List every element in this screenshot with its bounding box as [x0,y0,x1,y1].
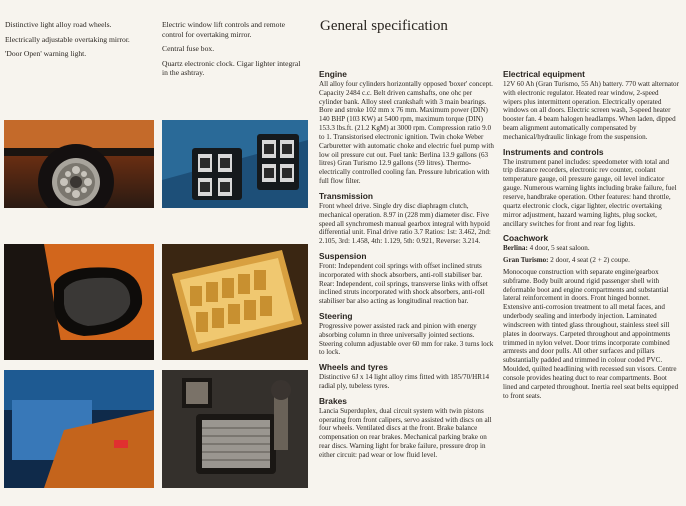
spec-brakes [319,397,495,460]
transmission-heading: Transmission [319,190,373,201]
suspension-heading: Suspension [319,251,367,262]
caption-mirror: Electrically adjustable overtaking mirror. [5,34,130,44]
transmission-text: Front wheel drive. Single dry disc diaphragm clutch, mechanical operation. 8.97 in (228 mm) diameter disc. Five speed all synchromesh manual gearbox integral with hypoid differential unit. Final drive ratio 3.7 Ratios: 1st: 3.462, 2nd: 2.105, 3rd: 1.458, 4th: 1.129, 5th: 0.921, Reverse: 3.214. [319,201,491,246]
brakes-heading: Brakes [319,395,347,406]
instruments-heading: Instruments and controls [503,146,604,157]
wheels-tyres-heading: Wheels and tyres [319,362,388,373]
coachwork-berlina [503,244,679,253]
electrical-text: 12V 60 Ah (Gran Turismo, 55 Ah) battery. 770 watt alternator with electronic regulator. Heated rear window, 2-speed wipers plus intermittent operation. Electrically operated windows on all doors. Electric screen wash, 3-speed heater booster fan. 4 beam halogen headlamps. When laden, dipped beam alignment automatically compensated by mechanical/hydraulic linkage from the suspension. [503,79,679,141]
caption-window-lift: Electric window lift controls and remote control for overtaking mirror. [162,20,285,39]
spec-wheels-tyres [319,363,495,391]
berlina-label: Berlina: [503,244,528,253]
spec-transmission [319,192,495,246]
brakes-text: Lancia Superduplex, dual circuit system with twin pistons operating from front calipers, servo assisted with discs on all four wheels. Ventilated discs at the front. Brake balance compensation on rear brakes. Mechanical parking brake on rear discs. Warning light for brake failure, pressure drop in either circuit: pad wear or low fluid level. [319,406,492,459]
steering-text: Progressive power assisted rack and pinion with energy absorbing column in three universally jointed sections. Steering column adjustable over 60 mm for rake. 3 turns lock to lock. [319,321,494,357]
spec-column-left [319,70,495,466]
caption-column-1 [5,20,150,64]
engine-heading: Engine [319,69,347,79]
wheel-photo [4,120,154,208]
spec-electrical [503,70,679,142]
electrical-heading: Electrical equipment [503,69,585,79]
caption-door-open: 'Door Open' warning light. [5,49,87,59]
caption-clock: Quartz electronic clock. Cigar lighter integral in the ashtray. [162,58,301,78]
gran-turismo-text: 2 door, 4 seat (2 + 2) coupe. [548,256,630,265]
window-switches-photo [162,120,308,208]
spec-suspension [319,252,495,306]
spec-column-right [503,70,679,407]
steering-heading: Steering [319,311,353,322]
mirror-photo [4,244,154,360]
coachwork-gran-turismo [503,256,679,265]
page-title: General specification [320,18,448,34]
instruments-text: The instrument panel includes: speedometer with total and trip distance recorders, electronic rev counter, coolant temperature gauge, oil pressure gauge, oil level indicator gauge. Numerous warning lights including brake failure, fuel reserve, handbrake operation. Other features: hand throttle, quartz electronic clock, cigar lighter, electric overtaking mirror adjustment, hazard warning lights, plug socket, ancillary switches for front and rear fog lights. [503,157,677,228]
wheels-tyres-text: Distinctive 6J x 14 light alloy rims fitted with 185/70/HR14 radial ply, tubeless tyres. [319,373,490,390]
spec-engine [319,70,495,186]
spec-steering [319,312,495,357]
berlina-text: 4 door, 5 seat saloon. [527,244,590,253]
caption-column-2 [162,20,302,83]
clock-photo [162,370,308,488]
door-open-light-photo [4,370,154,488]
engine-text: All alloy four cylinders horizontally opposed 'boxer' concept. Capacity 2484 c.c. Belt driven camshafts, one ohc per cylinder bank. Alloy steel crankshaft with 3 main bearings. Bore and stroke 102 mm x 76 mm. Maximum power (DIN) 140 BHP (103 KW) at 5400 rpm, maximum torque (DIN) 153.3 lbs.ft. (21.2 KgM) at 3000 rpm. Compression ratio 9.0 to 1. Transistorised electronic ignition. Twin choke Weber Carburetter with automatic choke and electric fuel pump with low oil pressure cut out. Fuel tank: Berlina 13.9 gallons (63 litres) Gran Turismo 12.9 gallons (59 litres). Thermo-electrically controlled cooling fan. Pressure lubrication with full flow filter. [319,79,494,186]
coachwork-heading: Coachwork [503,233,549,244]
coachwork-text: Monocoque construction with separate engine/gearbox subframe. Body built around rigid passenger shell with deformable boot and engine compartments and substantial lateral reinforcement in doors. Front hinged bonnet. Extensive anti-corrosion treatment to all metal faces, and underbody sealing and interbody injection. Laminated windscreen with tinted glass throughout, stainless steel sill plates in doorways. Carpeted throughout and appointments trimmed in nylon velvet. Door trims incorporate combined armrests and door pulls. All other surfaces and pillars substantially padded and trimmed in colour coded PVC. Moulded, quilted headlining with recessed sun visors. Centre console provides heating duct to rear compartments. Boot lined and carpeted throughout. Inertia reel seat belts equipped to front seats. [503,267,679,400]
caption-wheels: Distinctive light alloy road wheels. [5,20,112,29]
spec-instruments [503,148,679,229]
gran-turismo-label: Gran Turismo: [503,256,549,265]
suspension-text: Front: Independent coil springs with offset inclined struts incorporated with shock absorbers, anti-roll stabiliser bar. Rear: Independent, coil springs, transverse links with offset inclined struts incorporated with shock absorbers, anti-roll stabiliser bar also acting as longitudinal reaction bar. [319,261,488,306]
fuse-box-photo [162,244,308,360]
caption-fuse-box: Central fuse box. [162,44,215,54]
spec-coachwork [503,234,679,400]
